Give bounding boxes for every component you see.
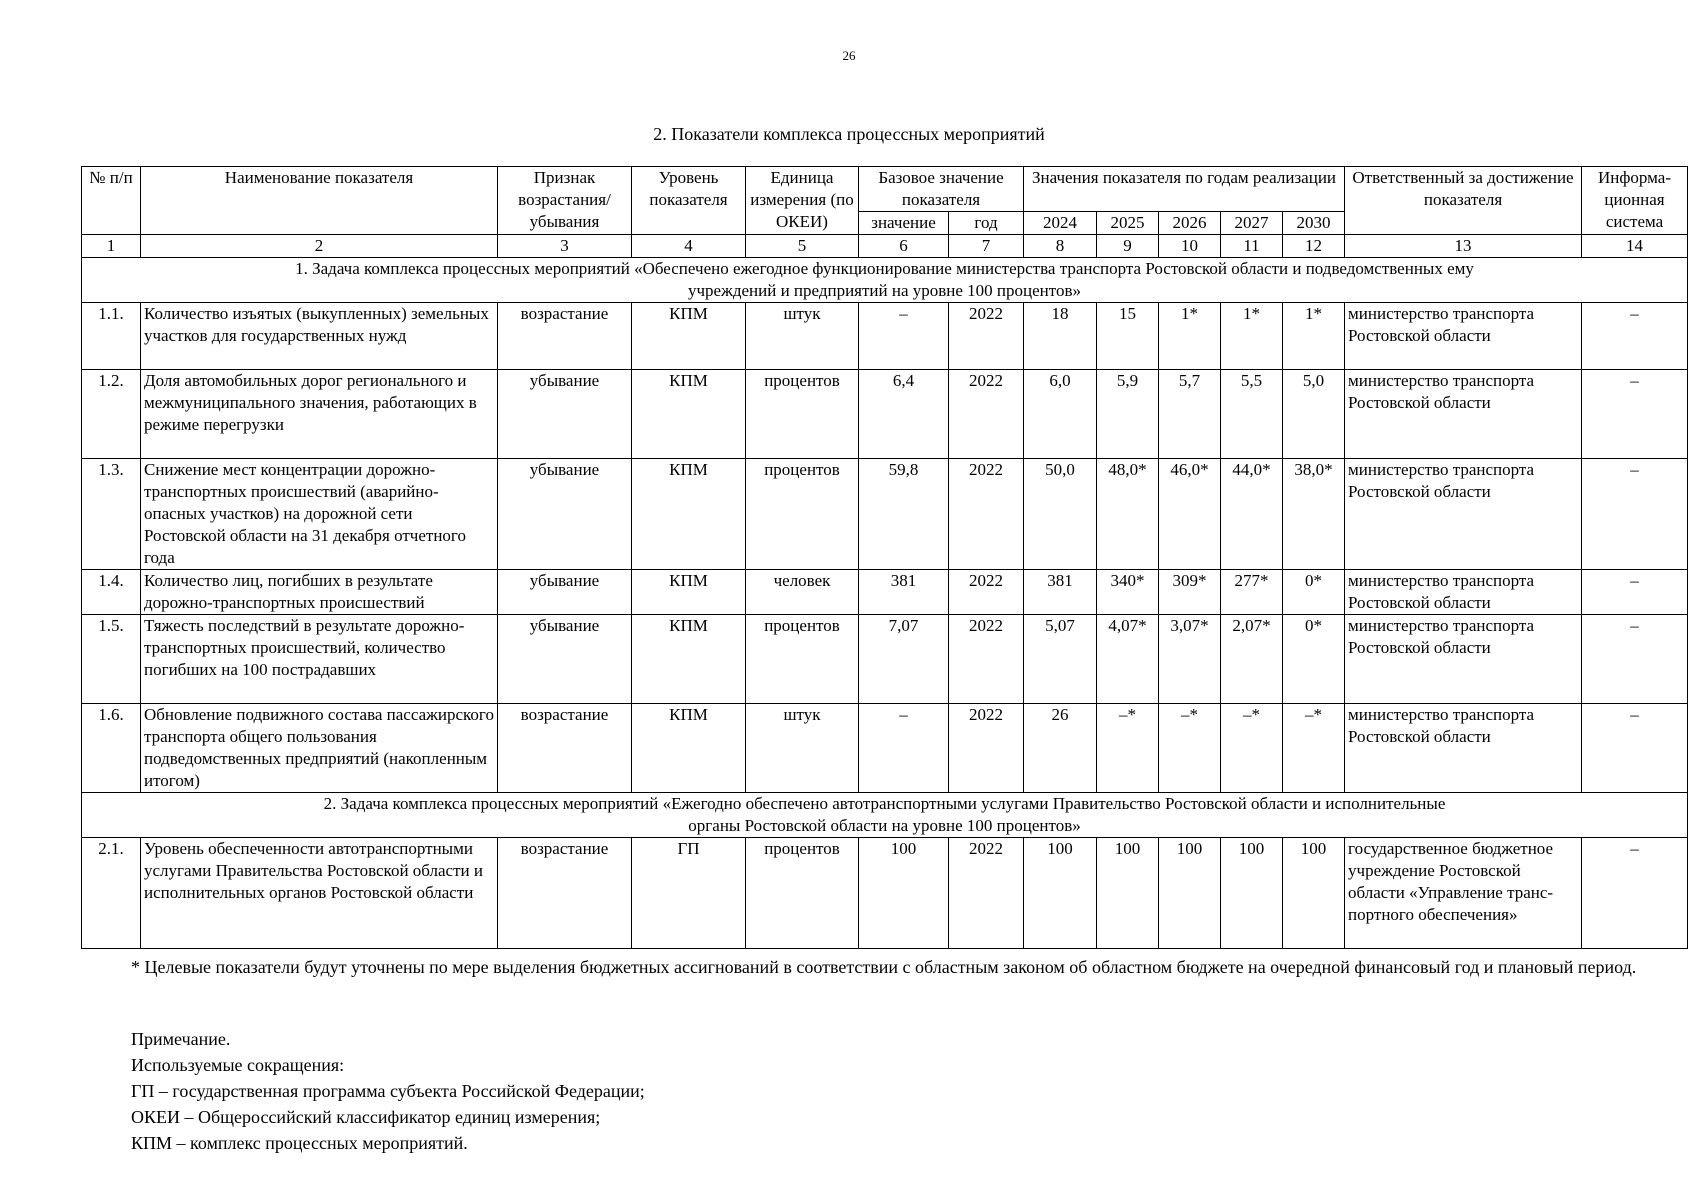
notes-title: Примечание. bbox=[131, 1029, 231, 1049]
row-unit: процентов bbox=[746, 838, 859, 949]
row-value-2024: 26 bbox=[1024, 704, 1097, 793]
header-responsible: Ответственный за достижение показателя bbox=[1345, 167, 1582, 235]
row-base-value: 381 bbox=[859, 570, 949, 615]
row-level: КПМ bbox=[632, 303, 746, 370]
row-name: Количество лиц, погибших в результате дорожно-транспортных происшествий bbox=[141, 570, 498, 615]
task-2-title: 2. Задача комплекса процессных мероприятий «Ежегодно обеспечено автотранспортными услугами Правительство Ростовской области и исполнительные органы Ростовской области на уровне 100 процентов» bbox=[82, 793, 1688, 838]
row-name: Количество изъятых (выкупленных) земельных участков для государственных нужд bbox=[141, 303, 498, 370]
col-number: 6 bbox=[859, 235, 949, 258]
row-value-2024: 5,07 bbox=[1024, 615, 1097, 704]
row-sign: возрастание bbox=[498, 838, 632, 949]
row-value-2025: 15 bbox=[1097, 303, 1159, 370]
row-base-year: 2022 bbox=[949, 615, 1024, 704]
row-responsible: министерство транспорта Ростовской области bbox=[1345, 303, 1582, 370]
table-row bbox=[82, 615, 1688, 704]
row-value-2030: 0* bbox=[1283, 615, 1345, 704]
col-number: 11 bbox=[1221, 235, 1283, 258]
col-number: 3 bbox=[498, 235, 632, 258]
table-row bbox=[82, 303, 1688, 370]
header-year-2030: 2030 bbox=[1283, 212, 1345, 235]
row-value-2030: 1* bbox=[1283, 303, 1345, 370]
table-row bbox=[82, 570, 1688, 615]
col-number: 13 bbox=[1345, 235, 1582, 258]
column-numbers-row bbox=[82, 235, 1688, 258]
row-value-2030: –* bbox=[1283, 704, 1345, 793]
row-responsible: министерство транспорта Ростовской области bbox=[1345, 570, 1582, 615]
row-value-2024: 6,0 bbox=[1024, 370, 1097, 459]
col-number: 14 bbox=[1582, 235, 1688, 258]
row-base-year: 2022 bbox=[949, 704, 1024, 793]
row-info: – bbox=[1582, 838, 1688, 949]
header-num: № п/п bbox=[82, 167, 141, 235]
page-number: 26 bbox=[842, 48, 856, 63]
row-value-2025: –* bbox=[1097, 704, 1159, 793]
row-value-2024: 381 bbox=[1024, 570, 1097, 615]
header-name: Наименование показателя bbox=[141, 167, 498, 235]
row-base-value: 100 bbox=[859, 838, 949, 949]
header-years-group: Значения показателя по годам реализации bbox=[1024, 167, 1345, 212]
row-value-2025: 340* bbox=[1097, 570, 1159, 615]
col-number: 12 bbox=[1283, 235, 1345, 258]
row-value-2027: 2,07* bbox=[1221, 615, 1283, 704]
row-info: – bbox=[1582, 370, 1688, 459]
row-value-2025: 48,0* bbox=[1097, 459, 1159, 570]
footnote: * Целевые показатели будут уточнены по мере выделения бюджетных ассигнований в соответствии с областным законом об областном бюджете на очередной финансовый год и плановый период. bbox=[131, 957, 1637, 977]
row-level: КПМ bbox=[632, 615, 746, 704]
indicators-table bbox=[81, 166, 1688, 949]
header-year-2026: 2026 bbox=[1159, 212, 1221, 235]
task-1-title: 1. Задача комплекса процессных мероприятий «Обеспечено ежегодное функционирование министерства транспорта Ростовской области и подведомственных ему учреждений и предприятий на уровне 100 процентов» bbox=[82, 258, 1688, 303]
row-sign: убывание bbox=[498, 615, 632, 704]
row-value-2026: 1* bbox=[1159, 303, 1221, 370]
row-sign: возрастание bbox=[498, 303, 632, 370]
col-number: 10 bbox=[1159, 235, 1221, 258]
row-unit: процентов bbox=[746, 615, 859, 704]
row-value-2026: 100 bbox=[1159, 838, 1221, 949]
header-unit: Единица измерения (по ОКЕИ) bbox=[746, 167, 859, 235]
row-value-2024: 50,0 bbox=[1024, 459, 1097, 570]
row-value-2027: 277* bbox=[1221, 570, 1283, 615]
row-value-2030: 38,0* bbox=[1283, 459, 1345, 570]
row-value-2027: 1* bbox=[1221, 303, 1283, 370]
col-number: 1 bbox=[82, 235, 141, 258]
row-level: КПМ bbox=[632, 370, 746, 459]
row-base-value: – bbox=[859, 704, 949, 793]
row-base-value: 7,07 bbox=[859, 615, 949, 704]
header-info: Информа-ционная система bbox=[1582, 167, 1688, 235]
row-base-year: 2022 bbox=[949, 370, 1024, 459]
row-value-2024: 18 bbox=[1024, 303, 1097, 370]
row-level: КПМ bbox=[632, 704, 746, 793]
col-number: 9 bbox=[1097, 235, 1159, 258]
row-name: Тяжесть последствий в результате дорожно-транспортных происшествий, количество погибших на 100 пострадавших bbox=[141, 615, 498, 704]
row-sign: убывание bbox=[498, 459, 632, 570]
row-value-2027: –* bbox=[1221, 704, 1283, 793]
row-base-value: 59,8 bbox=[859, 459, 949, 570]
row-name: Доля автомобильных дорог регионального и межмуниципального значения, работающих в режиме перегрузки bbox=[141, 370, 498, 459]
col-number: 4 bbox=[632, 235, 746, 258]
row-responsible: министерство транспорта Ростовской области bbox=[1345, 615, 1582, 704]
table-row bbox=[82, 459, 1688, 570]
header-base-year: год bbox=[949, 212, 1024, 235]
row-name: Обновление подвижного состава пассажирского транспорта общего пользования подведомственных предприятий (накопленным итогом) bbox=[141, 704, 498, 793]
row-unit: процентов bbox=[746, 459, 859, 570]
row-responsible: министерство транспорта Ростовской области bbox=[1345, 370, 1582, 459]
row-value-2027: 100 bbox=[1221, 838, 1283, 949]
row-base-year: 2022 bbox=[949, 570, 1024, 615]
row-sign: убывание bbox=[498, 370, 632, 459]
row-sign: возрастание bbox=[498, 704, 632, 793]
row-value-2027: 44,0* bbox=[1221, 459, 1283, 570]
row-name: Снижение мест концентрации дорожно-транспортных происшествий (аварийно-опасных участков) на дорожной сети Ростовской области на 31 декабря отчетного года bbox=[141, 459, 498, 570]
header-level: Уровень показателя bbox=[632, 167, 746, 235]
row-sign: убывание bbox=[498, 570, 632, 615]
col-number: 5 bbox=[746, 235, 859, 258]
row-info: – bbox=[1582, 303, 1688, 370]
row-num: 1.1. bbox=[82, 303, 141, 370]
row-value-2030: 5,0 bbox=[1283, 370, 1345, 459]
row-base-year: 2022 bbox=[949, 838, 1024, 949]
row-unit: штук bbox=[746, 704, 859, 793]
row-responsible: министерство транспорта Ростовской области bbox=[1345, 459, 1582, 570]
row-num: 2.1. bbox=[82, 838, 141, 949]
header-base: Базовое значение показателя bbox=[859, 167, 1024, 212]
row-value-2025: 5,9 bbox=[1097, 370, 1159, 459]
row-responsible: министерство транспорта Ростовской области bbox=[1345, 704, 1582, 793]
row-value-2030: 0* bbox=[1283, 570, 1345, 615]
task-row bbox=[82, 258, 1688, 303]
row-base-value: 6,4 bbox=[859, 370, 949, 459]
notes-subtitle: Используемые сокращения: bbox=[131, 1055, 345, 1075]
header-year-2027: 2027 bbox=[1221, 212, 1283, 235]
row-value-2026: 46,0* bbox=[1159, 459, 1221, 570]
row-value-2027: 5,5 bbox=[1221, 370, 1283, 459]
notes-item: КПМ – комплекс процессных мероприятий. bbox=[131, 1133, 468, 1153]
row-value-2025: 100 bbox=[1097, 838, 1159, 949]
task-row bbox=[82, 793, 1688, 838]
row-value-2030: 100 bbox=[1283, 838, 1345, 949]
row-level: КПМ bbox=[632, 570, 746, 615]
row-info: – bbox=[1582, 459, 1688, 570]
row-responsible: государственное бюджетное учреждение Ростовской области «Управление транс-портного обеспечения» bbox=[1345, 838, 1582, 949]
notes bbox=[131, 1026, 1631, 1156]
row-num: 1.3. bbox=[82, 459, 141, 570]
table-row bbox=[82, 370, 1688, 459]
row-num: 1.2. bbox=[82, 370, 141, 459]
row-unit: процентов bbox=[746, 370, 859, 459]
row-num: 1.6. bbox=[82, 704, 141, 793]
row-value-2026: 309* bbox=[1159, 570, 1221, 615]
notes-item: ОКЕИ – Общероссийский классификатор единиц измерения; bbox=[131, 1107, 601, 1127]
table-row bbox=[82, 838, 1688, 949]
row-value-2026: 3,07* bbox=[1159, 615, 1221, 704]
row-info: – bbox=[1582, 704, 1688, 793]
row-base-year: 2022 bbox=[949, 303, 1024, 370]
row-base-value: – bbox=[859, 303, 949, 370]
notes-item: ГП – государственная программа субъекта Российской Федерации; bbox=[131, 1081, 645, 1101]
row-info: – bbox=[1582, 570, 1688, 615]
header-year-2024: 2024 bbox=[1024, 212, 1097, 235]
row-num: 1.5. bbox=[82, 615, 141, 704]
header-sign: Признак возрастания/ убывания bbox=[498, 167, 632, 235]
row-name: Уровень обеспеченности автотранспортными услугами Правительства Ростовской области и исполнительных органов Ростовской области bbox=[141, 838, 498, 949]
row-value-2025: 4,07* bbox=[1097, 615, 1159, 704]
row-unit: штук bbox=[746, 303, 859, 370]
row-value-2026: –* bbox=[1159, 704, 1221, 793]
header-year-2025: 2025 bbox=[1097, 212, 1159, 235]
row-info: – bbox=[1582, 615, 1688, 704]
row-unit: человек bbox=[746, 570, 859, 615]
col-number: 2 bbox=[141, 235, 498, 258]
section-title: 2. Показатели комплекса процессных мероприятий bbox=[653, 124, 1045, 144]
row-value-2024: 100 bbox=[1024, 838, 1097, 949]
header-base-value: значение bbox=[859, 212, 949, 235]
col-number: 8 bbox=[1024, 235, 1097, 258]
row-value-2026: 5,7 bbox=[1159, 370, 1221, 459]
row-num: 1.4. bbox=[82, 570, 141, 615]
row-level: ГП bbox=[632, 838, 746, 949]
col-number: 7 bbox=[949, 235, 1024, 258]
row-base-year: 2022 bbox=[949, 459, 1024, 570]
table-row bbox=[82, 704, 1688, 793]
row-level: КПМ bbox=[632, 459, 746, 570]
